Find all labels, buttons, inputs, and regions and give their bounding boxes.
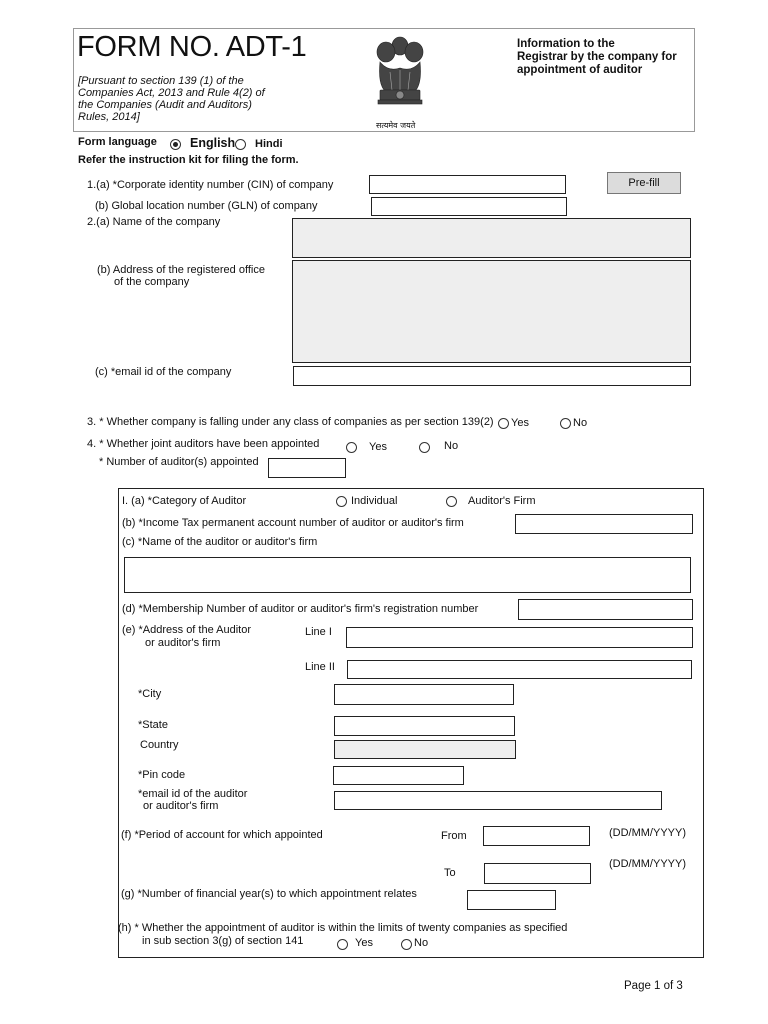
from-date-format: (DD/MM/YYYY) [609,827,686,839]
pan-input[interactable] [515,514,693,534]
pursuant-line-1: [Pursuant to section 139 (1) of the [78,75,244,87]
category-label: I. (a) *Category of Auditor [122,495,247,507]
q4-label: 4. * Whether joint auditors have been appointed [87,438,320,450]
num-auditors-label: * Number of auditor(s) appointed [99,456,259,468]
company-name-label: 2.(a) Name of the company [87,216,221,228]
page-number: Page 1 of 3 [624,980,683,992]
address-line1-input[interactable] [346,627,693,648]
category-individual-radio[interactable] [336,496,347,507]
membership-input[interactable] [518,599,693,620]
auditor-name-label: (c) *Name of the auditor or auditor's firm [122,536,318,548]
twenty-yes-radio[interactable] [337,939,348,950]
q4-no-label: No [444,440,459,452]
info-line-2: Registrar by the company for [517,51,677,63]
company-email-label: (c) *email id of the company [95,366,232,378]
category-firm-radio[interactable] [446,496,457,507]
language-hindi-radio[interactable] [235,139,246,150]
from-label: From [441,830,467,842]
address-line2-input[interactable] [347,660,692,679]
twenty-companies-label-1: (h) * Whether the appointment of auditor is within the limits of twenty companies as specified [118,922,568,934]
language-english-label: English [190,136,236,150]
to-date-format: (DD/MM/YYYY) [609,858,686,870]
auditor-email-label-2: or auditor's firm [143,800,219,812]
state-input[interactable] [334,716,515,736]
auditor-address-label-2: or auditor's firm [145,637,221,649]
address-label-2: of the company [114,276,190,288]
twenty-no-label: No [414,937,429,949]
pan-label: (b) *Income Tax permanent account number of auditor or auditor's firm [122,517,464,529]
category-individual-label: Individual [351,495,398,507]
country-label: Country [140,739,179,751]
form-language-label: Form language [78,136,157,148]
period-from-input[interactable] [483,826,590,846]
form-title: FORM NO. ADT-1 [77,31,307,63]
prefill-button-label: Pre-fill [628,177,660,189]
twenty-no-radio[interactable] [401,939,412,950]
q3-no-label: No [573,417,588,429]
period-to-input[interactable] [484,863,591,884]
q4-yes-label: Yes [369,441,387,453]
q4-yes-radio[interactable] [346,442,357,453]
pursuant-line-2: Companies Act, 2013 and Rule 4(2) of [78,87,265,99]
instruction-text: Refer the instruction kit for filing the form. [78,154,299,166]
auditor-address-label-1: (e) *Address of the Auditor [122,624,252,636]
category-firm-label: Auditor's Firm [468,495,536,507]
national-emblem-icon [368,32,432,122]
prefill-button[interactable] [607,172,681,194]
cin-input[interactable] [369,175,566,194]
info-line-1: Information to the [517,38,615,50]
q3-yes-radio[interactable] [498,418,509,429]
num-years-input[interactable] [467,890,556,910]
auditor-email-label-1: *email id of the auditor [138,788,248,800]
city-label: *City [138,688,162,700]
q3-label: 3. * Whether company is falling under any class of companies as per section 139(2) [87,416,494,428]
num-auditors-input[interactable] [268,458,346,478]
pursuant-line-4: Rules, 2014] [78,111,140,123]
membership-label: (d) *Membership Number of auditor or auditor's firm's registration number [122,603,479,615]
registered-office-address-input[interactable] [292,260,691,363]
language-hindi-label: Hindi [255,138,283,150]
pursuant-line-3: the Companies (Audit and Auditors) [78,99,252,111]
twenty-companies-label-2: in sub section 3(g) of section 141 [142,935,304,947]
country-input[interactable] [334,740,516,759]
cin-label: 1.(a) *Corporate identity number (CIN) of company [87,179,334,191]
pin-label: *Pin code [138,769,186,781]
line1-label: Line I [305,626,332,638]
info-line-3: appointment of auditor [517,64,643,76]
auditor-email-input[interactable] [334,791,662,810]
company-name-input[interactable] [292,218,691,258]
language-english-radio[interactable] [170,139,181,150]
emblem-motto: सत्यमेव जयते [376,121,416,130]
period-label: (f) *Period of account for which appointed [121,829,323,841]
line2-label: Line II [305,661,335,673]
num-years-label: (g) *Number of financial year(s) to which appointment relates [121,888,417,900]
q4-no-radio[interactable] [419,442,430,453]
to-label: To [444,867,456,879]
q3-no-radio[interactable] [560,418,571,429]
gln-input[interactable] [371,197,567,216]
q3-yes-label: Yes [511,417,529,429]
twenty-yes-label: Yes [355,937,373,949]
auditor-name-input[interactable] [124,557,691,593]
company-email-input[interactable] [293,366,691,386]
state-label: *State [138,719,168,731]
pin-input[interactable] [333,766,464,785]
city-input[interactable] [334,684,514,705]
address-label-1: (b) Address of the registered office [97,264,265,276]
gln-label: (b) Global location number (GLN) of company [95,200,318,212]
